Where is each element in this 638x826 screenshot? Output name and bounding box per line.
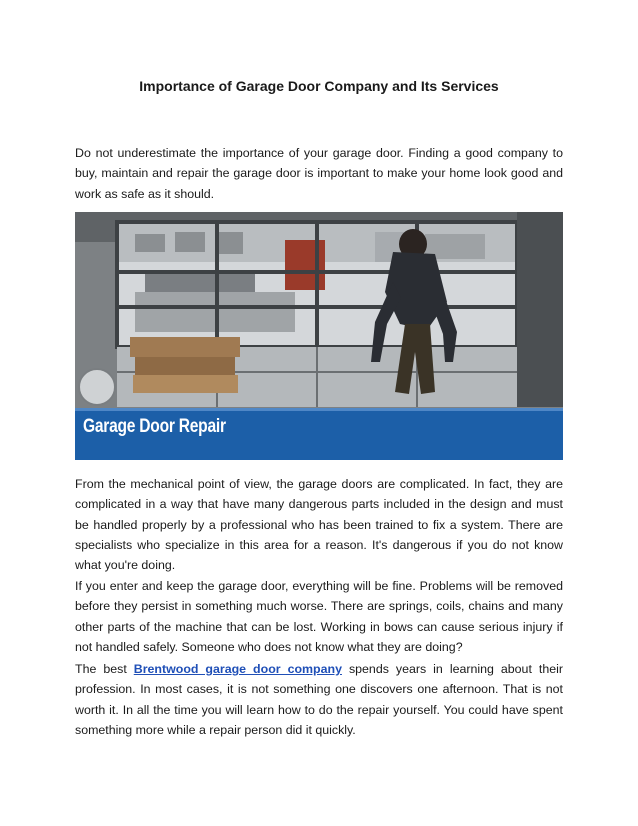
maintenance-paragraph: If you enter and keep the garage door, everything will be fine. Problems will be removed before they persist in something much worse. There are springs, coils, chains and many other parts of the machine that can be lost. Working in bows can cause serious injury if not handled safely. Someone who does not know what they are doing? <box>75 579 563 654</box>
paragraph-text-after-link: spends years in learning about their profession. In most cases, it is not something one discovers one afternoon. That is not worth it. In all the time you will learn how to do the repair yourself. You could have spent something more while a repair person did it quickly. <box>75 662 563 737</box>
paragraph-text-before-link: The best <box>75 662 134 676</box>
intro-paragraph: Do not underestimate the importance of your garage door. Finding a good company to buy, maintain and repair the garage door is important to make your home look good and work as safe as it should. <box>75 146 563 201</box>
garage-door-repair-photo <box>75 212 563 460</box>
banner-label: Garage Door Repair <box>83 416 226 437</box>
mechanical-paragraph: From the mechanical point of view, the garage doors are complicated. In fact, they are complicated in a way that have many dangerous parts included in the design and must be handled properly by a professional who has been trained to fix a system. There are specialists who specialize in this area for a reason. It's dangerous if you do not know what you're doing. <box>75 477 563 573</box>
brentwood-company-link[interactable]: Brentwood garage door company <box>133 662 342 676</box>
company-paragraph <box>75 659 563 740</box>
page-title: Importance of Garage Door Company and Its Services <box>139 78 499 94</box>
